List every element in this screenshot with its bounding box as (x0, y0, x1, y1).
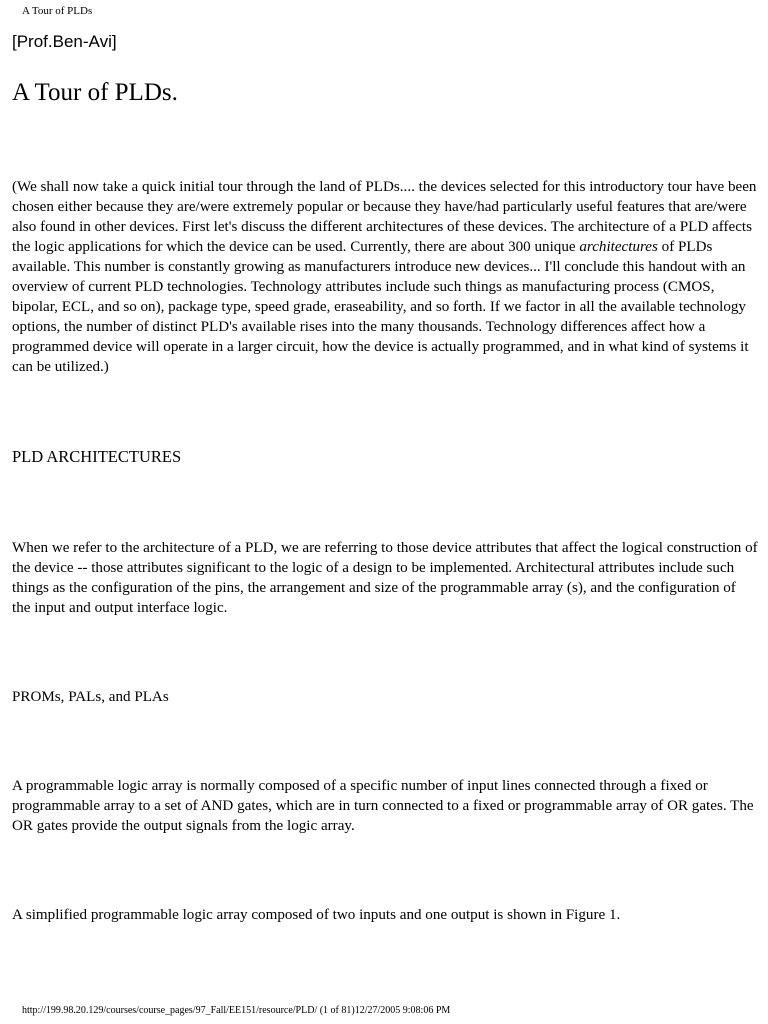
page-title: A Tour of PLDs. (12, 79, 178, 106)
print-footer-url: http://199.98.20.129/courses/course_pages/97_Fall/EE151/resource/PLD/ (1 of 81)12/27/2005 9:08:06 PM (22, 1005, 451, 1016)
section-heading-proms: PROMs, PALs, and PLAs (12, 689, 169, 705)
intro-paragraph (12, 177, 758, 377)
figure-intro-paragraph: A simplified programmable logic array composed of two inputs and one output is shown in Figure 1. (12, 907, 621, 923)
author-name: [Prof.Ben-Avi] (12, 32, 117, 51)
architectures-paragraph: When we refer to the architecture of a PLD, we are referring to those device attributes that affect the logical construction of the device -- those attributes significant to the logic of a design to be implemented. Architectural attributes include such things as the configuration of the pins, the arrangement and size of the programmable array (s), and the configuration of the input and output interface logic. (12, 540, 758, 616)
intro-text-end: of PLDs available. This number is constantly growing as manufacturers introduce new devices... I'll conclude this handout with an overview of current PLD technologies. Technology attributes include such things as manufacturing process (CMOS, bipolar, ECL, and so on), package type, speed grade, eraseability, and so forth. If we factor in all the available technology options, the number of distinct PLD's available rises into the many thousands. Technology differences affect how a programmed device will operate in a larger circuit, how the device is actually programmed, and in what kind of systems it can be utilized.) (12, 239, 749, 375)
intro-emphasis: architectures (579, 239, 658, 255)
print-header-title: A Tour of PLDs (22, 5, 93, 17)
intro-text-start: (We shall now take a quick initial tour through the land of PLDs.... the devices selected for this introductory tour have been chosen either because they are/were extremely popular or because they have/had particularly useful features that are/were also found in other devices. First let's discuss the different architectures of these devices. The architecture of a PLD affects the logic applications for which the device can be used. Currently, there are about 300 unique (12, 179, 757, 255)
section-heading-architectures: PLD ARCHITECTURES (12, 447, 182, 466)
proms-paragraph: A programmable logic array is normally composed of a specific number of input lines connected through a fixed or programmable array to a set of AND gates, which are in turn connected to a fixed or programmable array of OR gates. The OR gates provide the output signals from the logic array. (12, 778, 754, 834)
